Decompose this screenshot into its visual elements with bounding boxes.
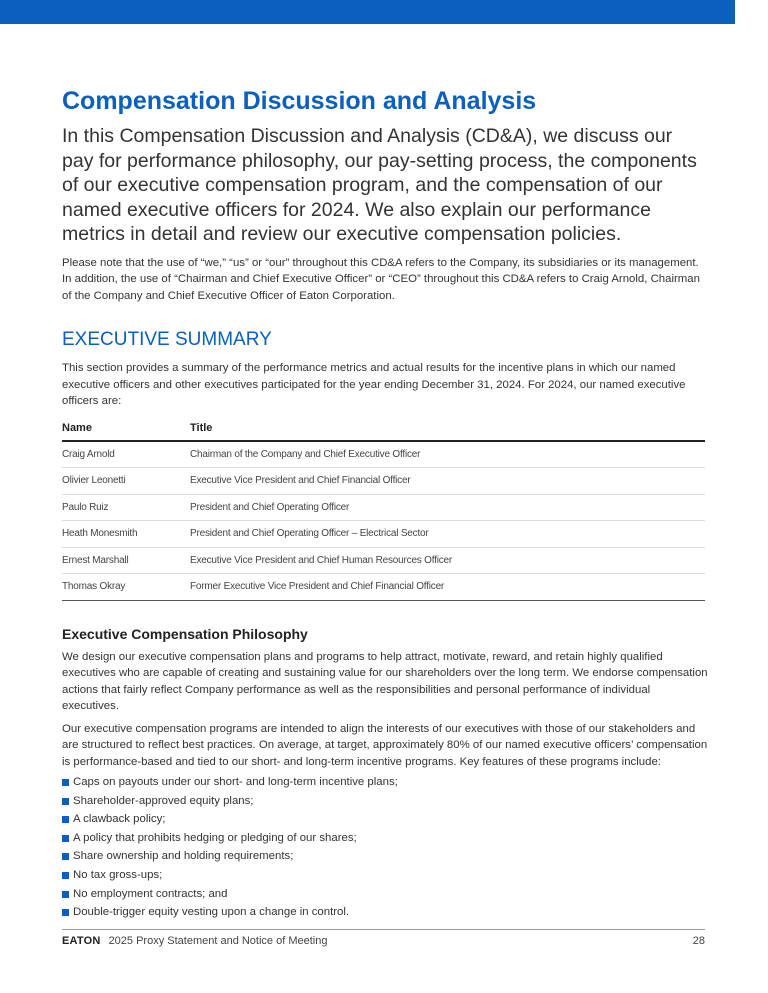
list-item: A clawback policy; — [62, 810, 708, 829]
key-features-list — [62, 773, 708, 922]
list-item: No employment contracts; and — [62, 885, 708, 904]
officer-title: President and Chief Operating Officer — [190, 494, 705, 521]
eaton-logo: EATON — [62, 935, 101, 947]
list-item: Share ownership and holding requirements; — [62, 847, 708, 866]
executive-summary-text: This section provides a summary of the performance metrics and actual results for the incentive plans in which our named executive officers and other executives participated for the year ending December 31, 2024. For 2024, our named executive officers are: — [62, 362, 686, 407]
table-row — [62, 521, 705, 548]
note-paragraph: Please note that the use of “we,” “us” or “our” throughout this CD&A refers to the Company, its subsidiaries or its management. In addition, the use of “Chairman and Chief Executive Officer” or “CEO” throughout this CD&A refers to Craig Arnold, Chairman of the Company and Chief Executive Officer of Eaton Corporation. — [62, 256, 700, 302]
table-row — [62, 441, 705, 468]
philosophy-heading: Executive Compensation Philosophy — [62, 625, 308, 642]
officer-title: President and Chief Operating Officer – Electrical Sector — [190, 521, 705, 548]
table-row — [62, 494, 705, 521]
officer-title: Chairman of the Company and Chief Executive Officer — [190, 441, 705, 468]
main-content — [62, 86, 708, 922]
column-header-name: Name — [62, 417, 190, 441]
page-number: 28 — [692, 935, 705, 947]
intro-paragraph: In this Compensation Discussion and Analysis (CD&A), we discuss our pay for performance philosophy, our pay-setting process, the components of our executive compensation program, and the compensation of our named executive officers for 2024. We also explain our performance metrics in detail and review our executive compensation policies. — [62, 125, 697, 245]
officer-name: Heath Monesmith — [62, 521, 190, 548]
list-item: Caps on payouts under our short- and long-term incentive plans; — [62, 773, 708, 792]
page-footer — [62, 929, 705, 947]
officer-title: Executive Vice President and Chief Financial Officer — [190, 468, 705, 495]
named-executive-officers-table — [62, 417, 705, 601]
list-item: No tax gross-ups; — [62, 866, 708, 885]
table-row — [62, 547, 705, 574]
list-item: A policy that prohibits hedging or pledging of our shares; — [62, 829, 708, 848]
philosophy-paragraph-1: We design our executive compensation plans and programs to help attract, motivate, reward, and retain highly qualified executives who are capable of creating and sustaining value for our shareholders over the long term. We endorse compensation actions that fairly reflect Company performance as well as the responsibilities and personal performance of individual executives. — [62, 650, 708, 712]
column-header-title: Title — [190, 417, 705, 441]
footer-left — [62, 935, 327, 947]
officer-name: Paulo Ruiz — [62, 494, 190, 521]
list-item: Shareholder-approved equity plans; — [62, 792, 708, 811]
list-item: Double-trigger equity vesting upon a change in control. — [62, 903, 708, 922]
table-row — [62, 468, 705, 495]
officer-name: Olivier Leonetti — [62, 468, 190, 495]
footer-document-title: 2025 Proxy Statement and Notice of Meeting — [108, 935, 328, 947]
officer-name: Ernest Marshall — [62, 547, 190, 574]
officer-name: Craig Arnold — [62, 441, 190, 468]
officer-name: Thomas Okray — [62, 574, 190, 601]
executive-summary-heading: EXECUTIVE SUMMARY — [62, 329, 272, 350]
philosophy-paragraph-2: Our executive compensation programs are intended to align the interests of our executives with those of our stakeholders and are structured to reflect best practices. On average, at target, approximately 80% of our named executive officers’ compensation is performance-based and tied to our short- and long-term incentive programs. Key features of these programs include: — [62, 722, 708, 768]
officer-title: Executive Vice President and Chief Human Resources Officer — [190, 547, 705, 574]
officer-title: Former Executive Vice President and Chief Financial Officer — [190, 574, 705, 601]
table-header-row — [62, 417, 705, 441]
page-title: Compensation Discussion and Analysis — [62, 87, 537, 115]
top-color-bar — [0, 0, 735, 24]
table-row — [62, 574, 705, 601]
